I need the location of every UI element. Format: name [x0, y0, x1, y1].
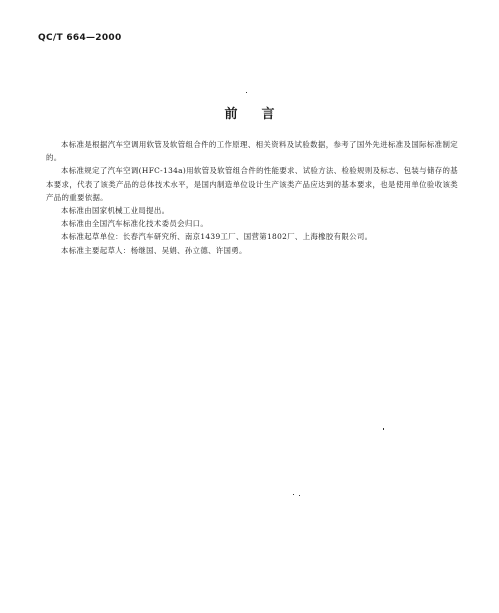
paragraph: 本标准由国家机械工业局提出。 — [61, 206, 170, 216]
paragraph: 本标准主要起草人：杨继国、吴娟、孙立德、许国勇。 — [61, 245, 247, 255]
standard-code: QC/T 664—2000 — [38, 33, 122, 43]
paragraph: 本标准规定了汽车空调(HFC-134a)用软管及软管组合件的性能要求、试验方法、检验规则及标志、包装与储存的基本要求，代表了该类产品的总体技术水平，是国内制造单位设计生产该类产品应达到的基本要求，也是使用单位验收该类产品的重要依据。 — [46, 166, 458, 202]
foreword-body — [46, 138, 458, 257]
page-title: 前言 — [224, 107, 299, 122]
scan-speck — [299, 495, 300, 496]
paragraph: 本标准是根据汽车空调用软管及软管组合件的工作原理、相关资料及试验数据，参考了国外先进标准及国际标准制定的。 — [46, 140, 458, 163]
paragraph: 本标准起草单位：长春汽车研究所、南京1439工厂、国营第1802厂、上海橡胶有限公司。 — [61, 232, 373, 242]
scan-speck — [293, 494, 294, 495]
scan-speck — [383, 428, 384, 430]
paragraph: 本标准由全国汽车标准化技术委员会归口。 — [61, 219, 209, 229]
scan-speck — [246, 92, 247, 93]
